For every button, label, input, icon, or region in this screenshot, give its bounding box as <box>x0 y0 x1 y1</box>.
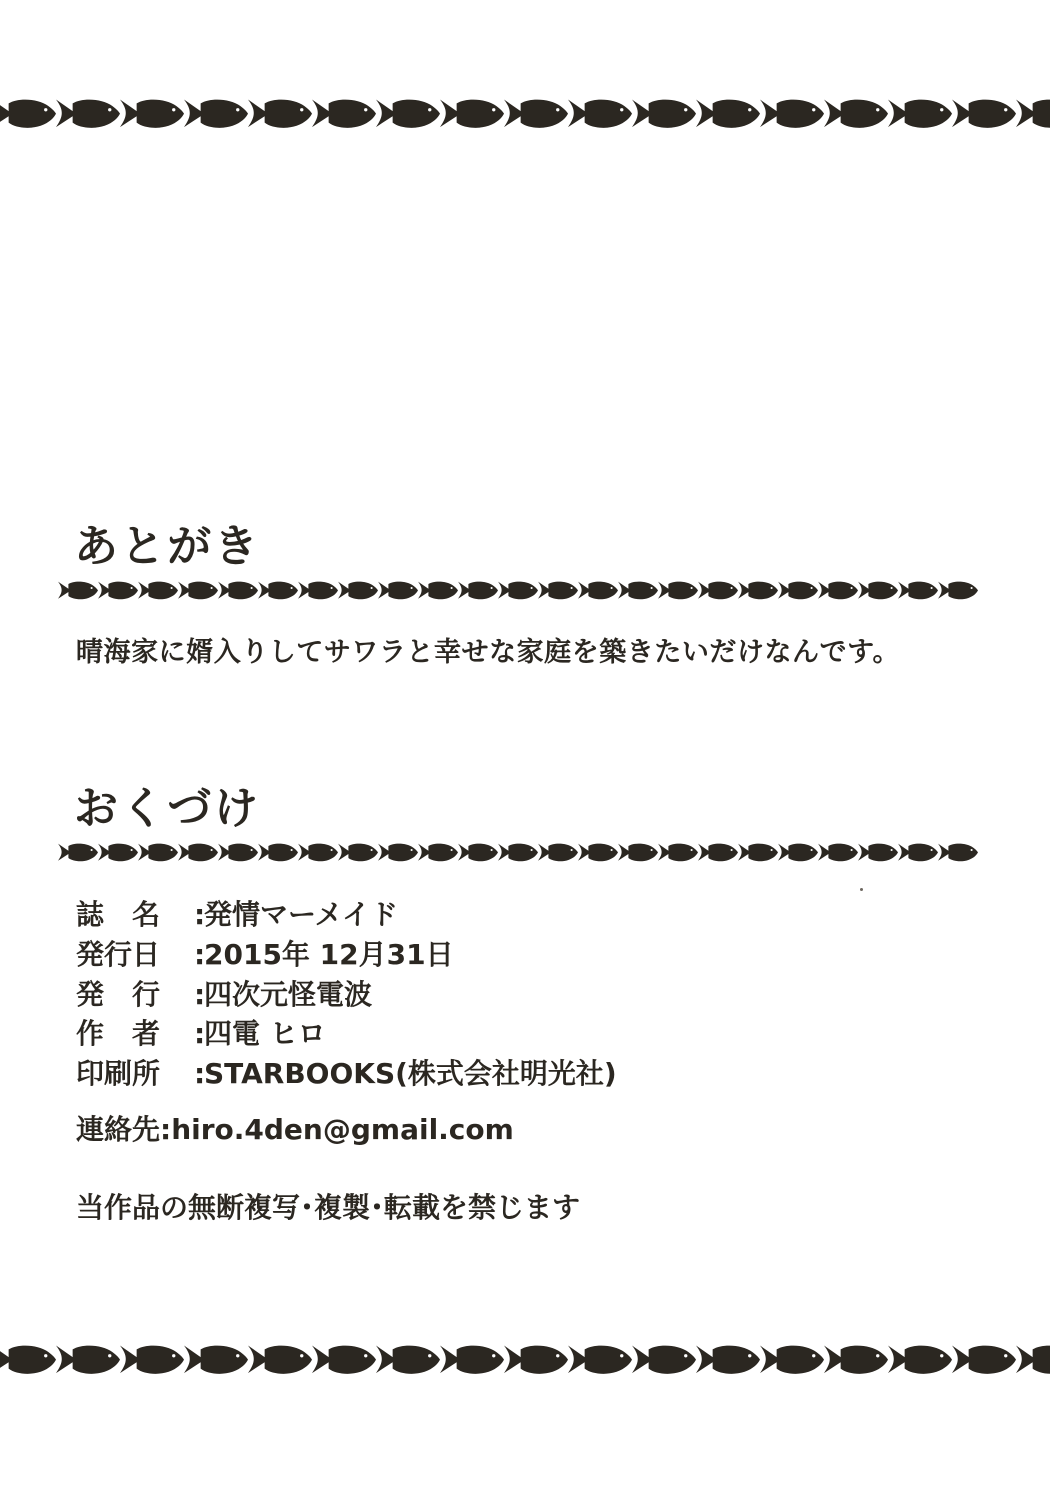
fish-icon <box>658 842 698 862</box>
fish-icon <box>378 842 418 862</box>
fish-icon <box>440 97 504 129</box>
fish-icon <box>504 1343 568 1375</box>
afterword-heading: あとがき <box>74 521 261 572</box>
fish-icon <box>138 580 178 600</box>
fish-icon <box>258 580 298 600</box>
colophon-value: 2015年 12月31日 <box>204 937 454 971</box>
fish-icon <box>778 580 818 600</box>
fish-icon <box>298 580 338 600</box>
fish-divider-afterword <box>58 573 978 607</box>
colophon-label: 作 者 <box>76 1017 161 1051</box>
fish-icon <box>888 1343 952 1375</box>
fish-icon <box>98 580 138 600</box>
fish-icon <box>824 97 888 129</box>
fish-icon <box>418 842 458 862</box>
fish-icon <box>578 842 618 862</box>
fish-icon <box>632 1343 696 1375</box>
fish-icon <box>858 580 898 600</box>
colophon-value: STARBOOKS(株式会社明光社) <box>204 1057 617 1090</box>
fish-icon <box>938 580 978 600</box>
fish-icon <box>888 97 952 129</box>
fish-icon <box>898 580 938 600</box>
fish-icon <box>568 97 632 129</box>
fish-border-bottom <box>0 1332 1050 1386</box>
fish-icon <box>184 1343 248 1375</box>
fish-icon <box>538 580 578 600</box>
fish-icon <box>376 1343 440 1375</box>
colophon-heading: おくづけ <box>74 783 261 834</box>
colophon-separator: : <box>194 937 206 971</box>
fish-icon <box>658 580 698 600</box>
fish-icon <box>0 97 56 129</box>
fish-icon <box>378 580 418 600</box>
fish-icon <box>312 97 376 129</box>
colophon-separator: : <box>194 1017 206 1051</box>
fish-border-top <box>0 86 1050 140</box>
fish-icon <box>458 842 498 862</box>
fish-icon <box>58 842 98 862</box>
fish-icon <box>248 1343 312 1375</box>
colophon-label: 誌 名 <box>76 898 161 931</box>
fish-icon <box>418 580 458 600</box>
colophon-value: 四電 ヒロ <box>204 1017 326 1051</box>
colophon-row <box>76 895 617 935</box>
colophon-label: 発 行 <box>76 977 161 1011</box>
fish-icon <box>738 580 778 600</box>
colophon-value: 発情マーメイド <box>204 898 399 931</box>
fish-icon <box>818 580 858 600</box>
fish-icon <box>0 1343 56 1375</box>
colophon-list <box>76 895 617 1094</box>
fish-icon <box>56 97 120 129</box>
fish-icon <box>338 580 378 600</box>
fish-icon <box>184 97 248 129</box>
colophon-label: 発行日 <box>76 937 161 971</box>
fish-icon <box>618 842 658 862</box>
fish-icon <box>218 580 258 600</box>
fish-icon <box>218 842 258 862</box>
afterword-text: 晴海家に婿入りしてサワラと幸せな家庭を築きたいだけなんです。 <box>76 637 901 668</box>
colophon-row <box>76 1014 617 1054</box>
colophon-row <box>76 1054 617 1094</box>
fish-icon <box>760 1343 824 1375</box>
fish-icon <box>440 1343 504 1375</box>
fish-divider-colophon <box>58 835 978 869</box>
fish-icon <box>778 842 818 862</box>
fish-icon <box>698 842 738 862</box>
colophon-row <box>76 935 617 975</box>
fish-icon <box>248 97 312 129</box>
fish-icon <box>458 580 498 600</box>
colophon-separator: : <box>194 1057 206 1090</box>
fish-icon <box>738 842 778 862</box>
fish-icon <box>56 1343 120 1375</box>
colophon-separator: : <box>194 898 206 931</box>
fish-icon <box>376 97 440 129</box>
fish-icon <box>618 580 658 600</box>
fish-icon <box>298 842 338 862</box>
print-speck <box>860 888 863 891</box>
fish-icon <box>178 842 218 862</box>
fish-icon <box>824 1343 888 1375</box>
fish-icon <box>498 842 538 862</box>
fish-icon <box>578 580 618 600</box>
colophon-label: 印刷所 <box>76 1057 161 1090</box>
fish-icon <box>120 97 184 129</box>
fish-icon <box>696 1343 760 1375</box>
fish-icon <box>760 97 824 129</box>
fish-icon <box>312 1343 376 1375</box>
fish-icon <box>338 842 378 862</box>
fish-icon <box>138 842 178 862</box>
fish-icon <box>98 842 138 862</box>
fish-icon <box>498 580 538 600</box>
colophon-separator: : <box>194 977 206 1011</box>
fish-icon <box>818 842 858 862</box>
fish-icon <box>952 1343 1016 1375</box>
colophon-value: 四次元怪電波 <box>204 977 373 1011</box>
fish-icon <box>632 97 696 129</box>
fish-icon <box>568 1343 632 1375</box>
fish-icon <box>952 97 1016 129</box>
fish-icon <box>58 580 98 600</box>
colophon-row <box>76 975 617 1015</box>
fish-icon <box>258 842 298 862</box>
copyright-notice: 当作品の無断複写･複製･転載を禁じます <box>76 1191 581 1224</box>
fish-icon <box>1016 97 1050 129</box>
fish-icon <box>178 580 218 600</box>
fish-icon <box>858 842 898 862</box>
fish-icon <box>120 1343 184 1375</box>
contact-line: 連絡先:hiro.4den@gmail.com <box>76 1113 514 1146</box>
fish-icon <box>1016 1343 1050 1375</box>
fish-icon <box>538 842 578 862</box>
fish-icon <box>696 97 760 129</box>
fish-icon <box>938 842 978 862</box>
fish-icon <box>898 842 938 862</box>
fish-icon <box>698 580 738 600</box>
fish-icon <box>504 97 568 129</box>
